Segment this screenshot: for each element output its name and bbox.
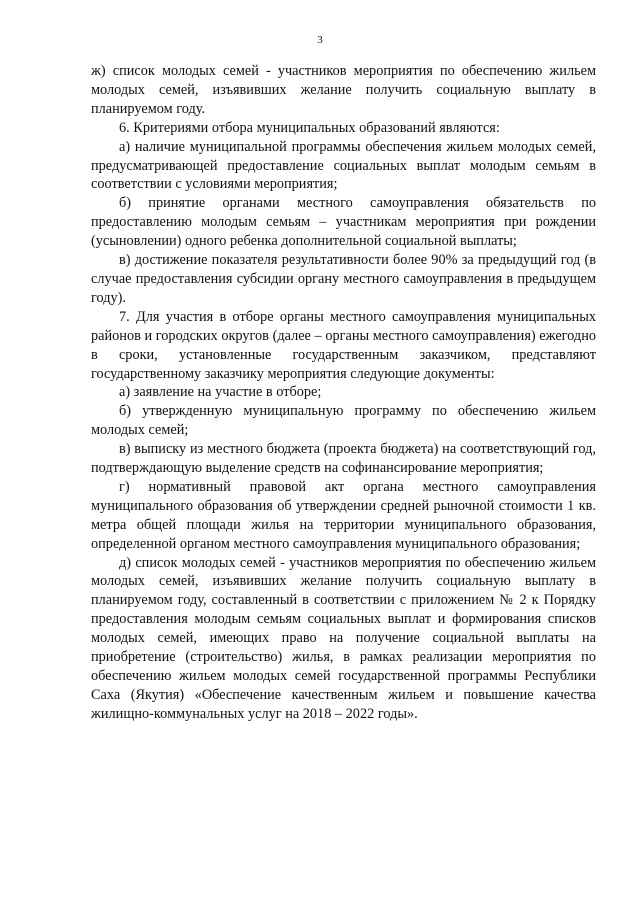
paragraph-6v: в) достижение показателя результативности более 90% за предыдущий год (в случае предоставления субсидии органу местного самоуправления в предыдущем году).: [91, 252, 596, 306]
paragraph-7g: г) нормативный правовой акт органа местного самоуправления муниципального образования об утверждении средней рыночной стоимости 1 кв. метра общей площади жилья на территории муниципального образования, определенной органом местного самоуправления муниципального образования;: [91, 478, 596, 552]
paragraph-7d: д) список молодых семей - участников мероприятия по обеспечению жильем молодых семей, изъявивших желание получить социальную выплату в планируемом году, составленный в соответствии с приложением № 2 к Порядку предоставления молодым семьям социальных выплат и формирования списков молодых семей, имеющих право на получение социальной выплаты на приобретение (строительство) жилья, в рамках реализации мероприятия по обеспечению жильем молодых семей государственной программы Республики Саха (Якутия) «Обеспечение качественным жильем и повышение качества жилищно-коммунальных услуг на 2018 – 2022 годы».: [91, 554, 596, 722]
document-body: [91, 62, 596, 724]
page-number: 3: [317, 34, 323, 46]
paragraph-7v: в) выписку из местного бюджета (проекта бюджета) на соответствующий год, подтверждающую выделение средств на софинансирование мероприятия;: [91, 441, 596, 477]
paragraph-section-6: 6. Критериями отбора муниципальных образований являются:: [119, 119, 500, 136]
paragraph-6b: б) принятие органами местного самоуправления обязательств по предоставлению молодым семьям – участникам мероприятия при рождении (усыновлении) одного ребенка дополнительной социальной выплаты;: [91, 195, 596, 250]
paragraph-7a: а) заявление на участие в отборе;: [119, 384, 322, 401]
paragraph-item-zh: ж) список молодых семей - участников мероприятия по обеспечению жильем молодых семей, изъявивших желание получить социальную выплату в планируемом году.: [91, 63, 596, 117]
paragraph-7b: б) утвержденную муниципальную программу по обеспечению жильем молодых семей;: [91, 403, 596, 439]
paragraph-6a: а) наличие муниципальной программы обеспечения жильем молодых семей, предусматривающей предоставление социальных выплат молодым семьям в соответствии с условиями мероприятия;: [91, 138, 596, 193]
paragraph-section-7: 7. Для участия в отборе органы местного самоуправления муниципальных районов и городских округов (далее – органы местного самоуправления) ежегодно в сроки, установленные государственным заказчиком, представляют государственному заказчику мероприятия следующие документы:: [91, 308, 596, 382]
